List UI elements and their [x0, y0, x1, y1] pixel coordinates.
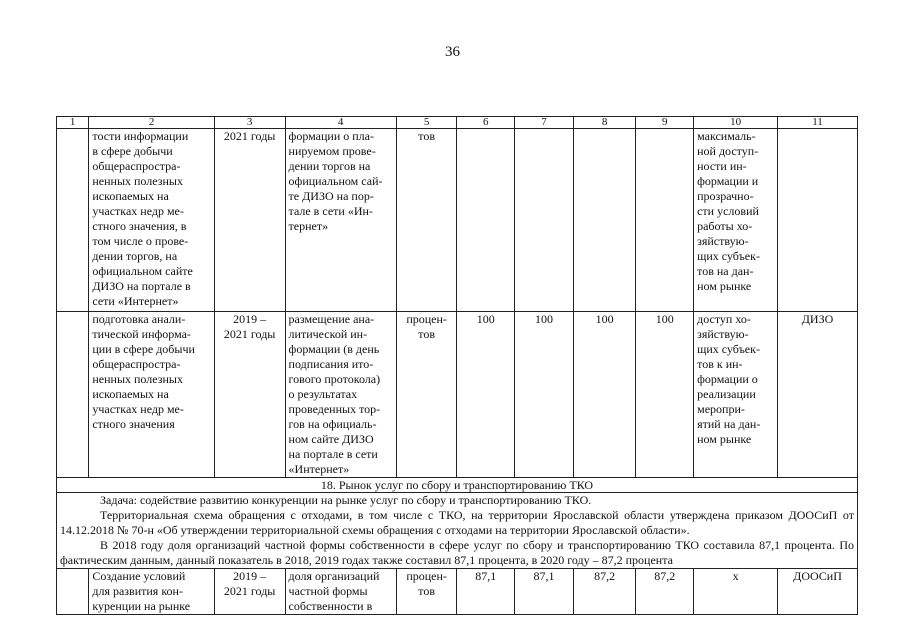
cell-value: 100	[573, 312, 636, 478]
cell-value: 87,1	[515, 569, 574, 615]
cell-indicator: доля организаций частной формы собственности в	[285, 569, 396, 615]
cell-period: 2019 – 2021 годы	[214, 569, 285, 615]
cell-result: х	[694, 569, 778, 615]
section-text	[57, 493, 858, 569]
column-header: 8	[573, 117, 636, 129]
table-row	[57, 569, 858, 615]
cell-responsible: ДИЗО	[778, 312, 858, 478]
cell-unit: процен- тов	[396, 569, 457, 615]
cell-value	[573, 129, 636, 312]
cell-number	[57, 569, 89, 615]
column-header: 1	[57, 117, 89, 129]
column-header: 4	[285, 117, 396, 129]
column-header: 9	[636, 117, 694, 129]
cell-value	[636, 129, 694, 312]
cell-result: доступ хо- зяйствую- щих субъек- тов к ин- формации о реализации меропри- ятий на дан- ном рынке	[694, 312, 778, 478]
cell-measure: тости информации в сфере добычи общераспростра- ненных полезных ископаемых на участках недр ме- стного значения, в том числе о прове- дении торгов, на официальном сайте ДИЗО на портале в сети «Интернет»	[89, 129, 214, 312]
cell-number	[57, 129, 89, 312]
cell-value	[515, 129, 574, 312]
cell-measure: Создание условий для развития кон- куренции на рынке	[89, 569, 214, 615]
table-row	[57, 312, 858, 478]
cell-value: 87,1	[457, 569, 515, 615]
section-title: 18. Рынок услуг по сбору и транспортированию ТКО	[57, 478, 858, 493]
cell-indicator: формации о пла- нируемом прове- дении торгов на официальном сай- те ДИЗО на пор- тале в сети «Ин- тернет»	[285, 129, 396, 312]
column-header: 10	[694, 117, 778, 129]
cell-period: 2019 – 2021 годы	[214, 312, 285, 478]
column-header: 2	[89, 117, 214, 129]
section-title-row	[57, 478, 858, 493]
cell-responsible: ДООСиП	[778, 569, 858, 615]
cell-indicator: размещение ана- литической ин- формации (в день подписания ито- гового протокола) о результатах проведенных тор- гов на официаль- ном сайте ДИЗО на портале в сети «Интернет»	[285, 312, 396, 478]
cell-value: 87,2	[636, 569, 694, 615]
table-row	[57, 129, 858, 312]
scheme-paragraph: Территориальная схема обращения с отходами, в том числе с ТКО, на территории Ярославской области утверждена приказом ДООСиП от 14.12.2018 № 70-н «Об утверждении территориальной схемы обращения с отходами на территории Ярославской области».	[60, 508, 854, 537]
share-paragraph: В 2018 году доля организаций частной формы собственности в сфере услуг по сбору и транспортированию ТКО составила 87,1 процента. По фактическим данным, данный показатель в 2018, 2019 годах также составил 87,1 процента, в 2020 году – 87,2 процента	[60, 538, 854, 567]
column-header: 6	[457, 117, 515, 129]
cell-value: 100	[636, 312, 694, 478]
task-paragraph: Задача: содействие развитию конкуренции на рынке услуг по сбору и транспортированию ТКО.	[100, 493, 592, 507]
column-header: 7	[515, 117, 574, 129]
cell-measure: подготовка анали- тической информа- ции в сфере добычи общераспростра- ненных полезных ископаемых на участках недр ме- стного значения	[89, 312, 214, 478]
cell-value: 100	[515, 312, 574, 478]
cell-value: 87,2	[573, 569, 636, 615]
column-header: 3	[214, 117, 285, 129]
cell-number	[57, 312, 89, 478]
table-header-row	[57, 117, 858, 129]
cell-unit: тов	[396, 129, 457, 312]
cell-responsible	[778, 129, 858, 312]
page-number: 36	[445, 44, 460, 60]
section-text-row	[57, 493, 858, 569]
cell-unit: процен- тов	[396, 312, 457, 478]
column-header: 5	[396, 117, 457, 129]
cell-value	[457, 129, 515, 312]
cell-period: 2021 годы	[214, 129, 285, 312]
measures-table	[56, 116, 858, 615]
cell-result: максималь- ной доступ- ности ин- формации и прозрачно- сти условий работы хо- зяйствую- щих субъек- тов на дан- ном рынке	[694, 129, 778, 312]
cell-value: 100	[457, 312, 515, 478]
column-header: 11	[778, 117, 858, 129]
